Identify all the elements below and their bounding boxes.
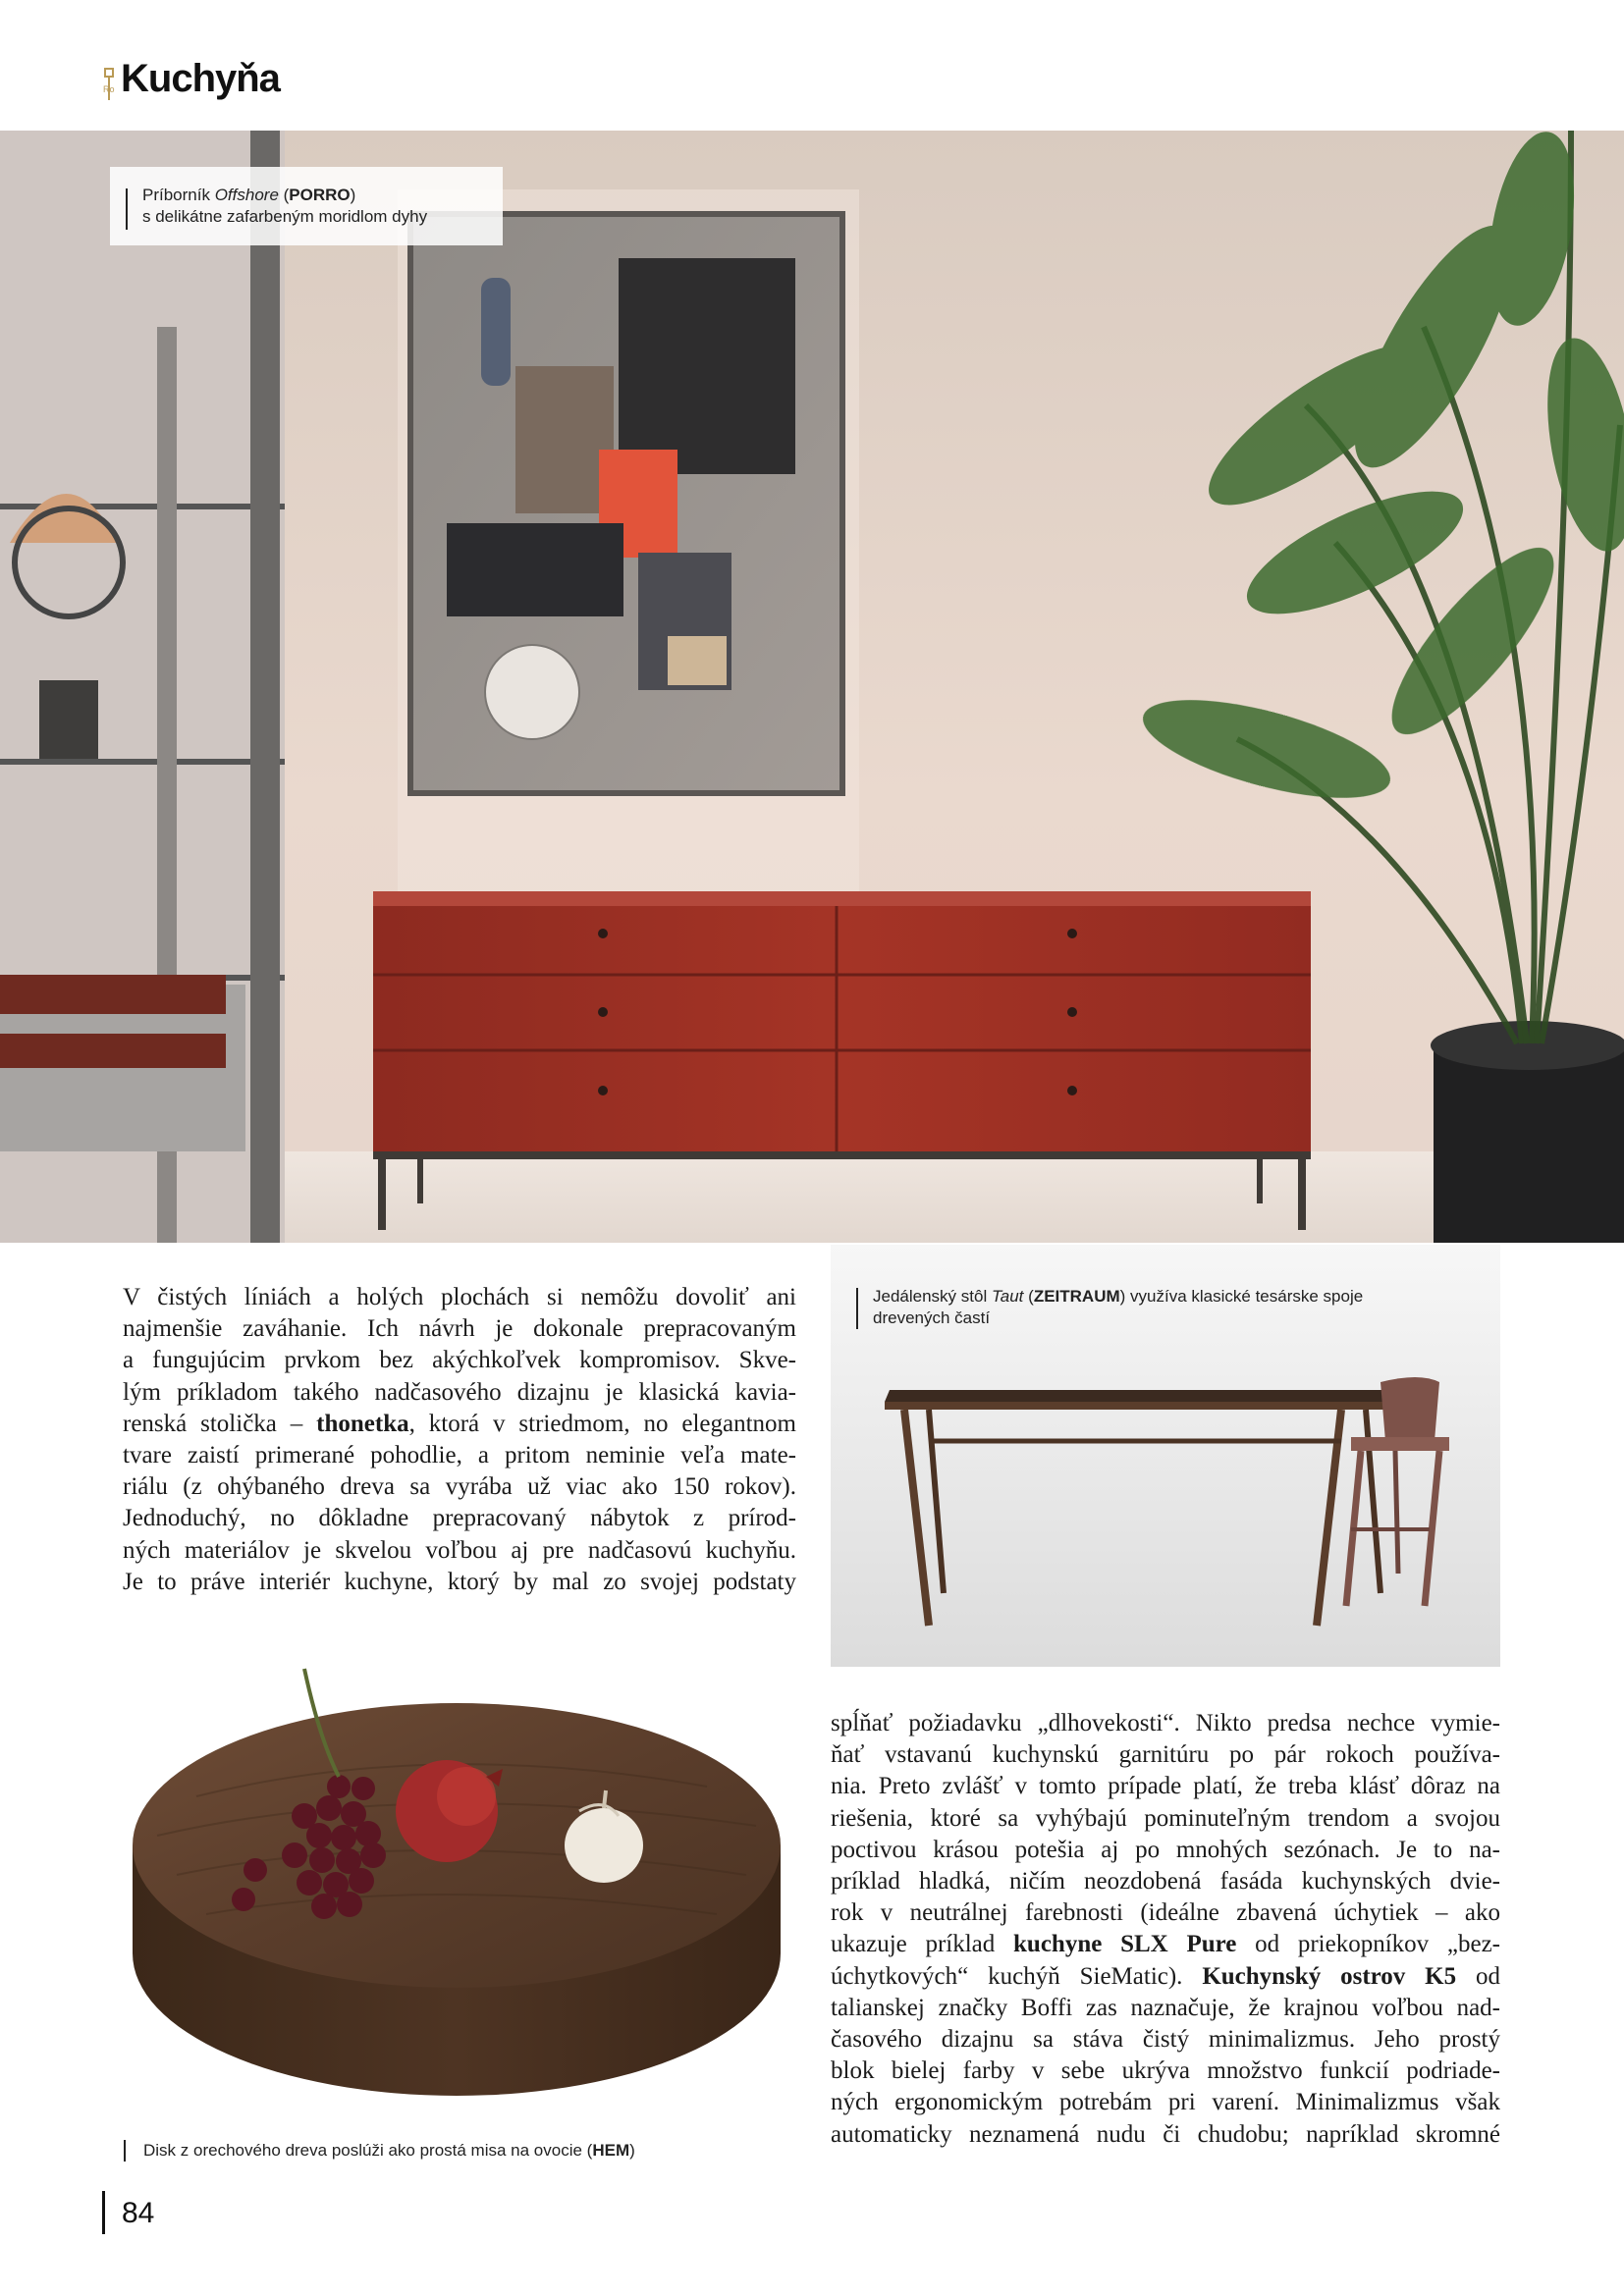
text-line: nia. Preto zvlášť v tomto prípade platí, že treba klásť dôraz na: [831, 1773, 1500, 1800]
hero-caption-line2: s delikátne zafarbeným moridlom dyhy: [142, 207, 428, 226]
table-caption: [873, 1286, 1491, 1329]
text-line: ukazuje príklad kuchyne SLX Pure od priekopníkov „bez-: [831, 1931, 1500, 1958]
text-line: poctivou krásou potešia aj po mnohých sezónach. Je to na-: [831, 1836, 1500, 1863]
text-line: ných ergonomickým potrebám pri varení. Minimalizmus však: [831, 2089, 1500, 2116]
text-line: renská stolička – thonetka, ktorá v striedmom, no elegantnom: [123, 1410, 796, 1437]
hero-photo-sideboard: [0, 131, 1624, 1243]
hero-caption-box: [110, 167, 503, 245]
text-line: automaticky neznamená nudu či chudobu; napríklad skromné: [831, 2120, 1500, 2148]
text-line: úchytkových“ kuchýň SieMatic). Kuchynský ostrov K5 od: [831, 1962, 1501, 1990]
text-line: talianskej značky Boffi zas naznačuje, že krajnou voľbou nad-: [831, 1994, 1500, 2021]
table-caption-line2: drevených častí: [873, 1308, 991, 1327]
logo-prefix: Ro: [103, 84, 115, 94]
body-column-2: [831, 1708, 1500, 2151]
text-line: spĺňať požiadavku „dlhovekosti“. Nikto predsa nechce vymie-: [831, 1710, 1500, 1736]
page-number: 84: [122, 2197, 155, 2229]
magazine-logo: [103, 57, 299, 106]
text-line: tvare zaistí primerané pohodlie, a pritom neminie veľa mate-: [123, 1442, 796, 1469]
text-line: Jednoduchý, no dôkladne prepracovaný nábytok z prírod-: [123, 1505, 796, 1532]
table-caption-line1: Jedálenský stôl Taut (ZEITRAUM) využíva klasické tesárske spoje: [873, 1287, 1364, 1306]
logo-text: Kuchyňa: [121, 57, 280, 100]
walnut-bowl-photo: [118, 1659, 805, 2130]
text-line: V čistých líniách a holých plochách si nemôžu dovoliť ani: [123, 1284, 796, 1310]
text-line: príklad hladká, ničím neozdobená fasáda kuchynských dvie-: [831, 1868, 1500, 1896]
text-line: ných materiálov je skvelou voľbou aj pre nadčasovú kuchyňu.: [123, 1536, 796, 1564]
caption-bar: [856, 1288, 858, 1329]
caption-bar: [126, 188, 128, 230]
text-line: blok bielej farby v sebe ukrýva množstvo funkcií podriade-: [831, 2057, 1500, 2085]
text-line: časového dizajnu sa stáva čistý minimalizmus. Jeho prostý: [831, 2026, 1500, 2054]
text-line: Je to práve interiér kuchyne, ktorý by mal zo svojej podstaty: [123, 1568, 796, 1595]
body-column-1: [123, 1282, 796, 1598]
text-line: rok v neutrálnej farebnosti (ideálne zbavená úchytiek – ako: [831, 1899, 1500, 1927]
hero-caption-line1: Príborník Offshore (PORRO): [142, 186, 356, 204]
bowl-caption: Disk z orechového dreva poslúži ako prostá misa na ovocie (HEM): [143, 2141, 635, 2160]
text-line: najmenšie zaváhanie. Ich návrh je dokonale prepracovaným: [123, 1315, 796, 1343]
text-line: ňať vstavanú kuchynskú garnitúru po pár rokoch používa-: [831, 1741, 1500, 1769]
text-line: riálu (z ohýbaného dreva sa vyrába už viac ako 150 rokov).: [123, 1473, 796, 1501]
text-line: lým príkladom takého nadčasového dizajnu je klasická kavia-: [123, 1378, 796, 1406]
hero-caption: [142, 185, 496, 228]
caption-bar: [124, 2140, 126, 2162]
page-number-bar: [102, 2191, 105, 2234]
text-line: riešenia, ktoré sa vyhýbajú pominuteľným trendom a svojou: [831, 1804, 1500, 1832]
text-line: a fungujúcim prvkom bez akýchkoľvek kompromisov. Skve-: [123, 1347, 796, 1374]
